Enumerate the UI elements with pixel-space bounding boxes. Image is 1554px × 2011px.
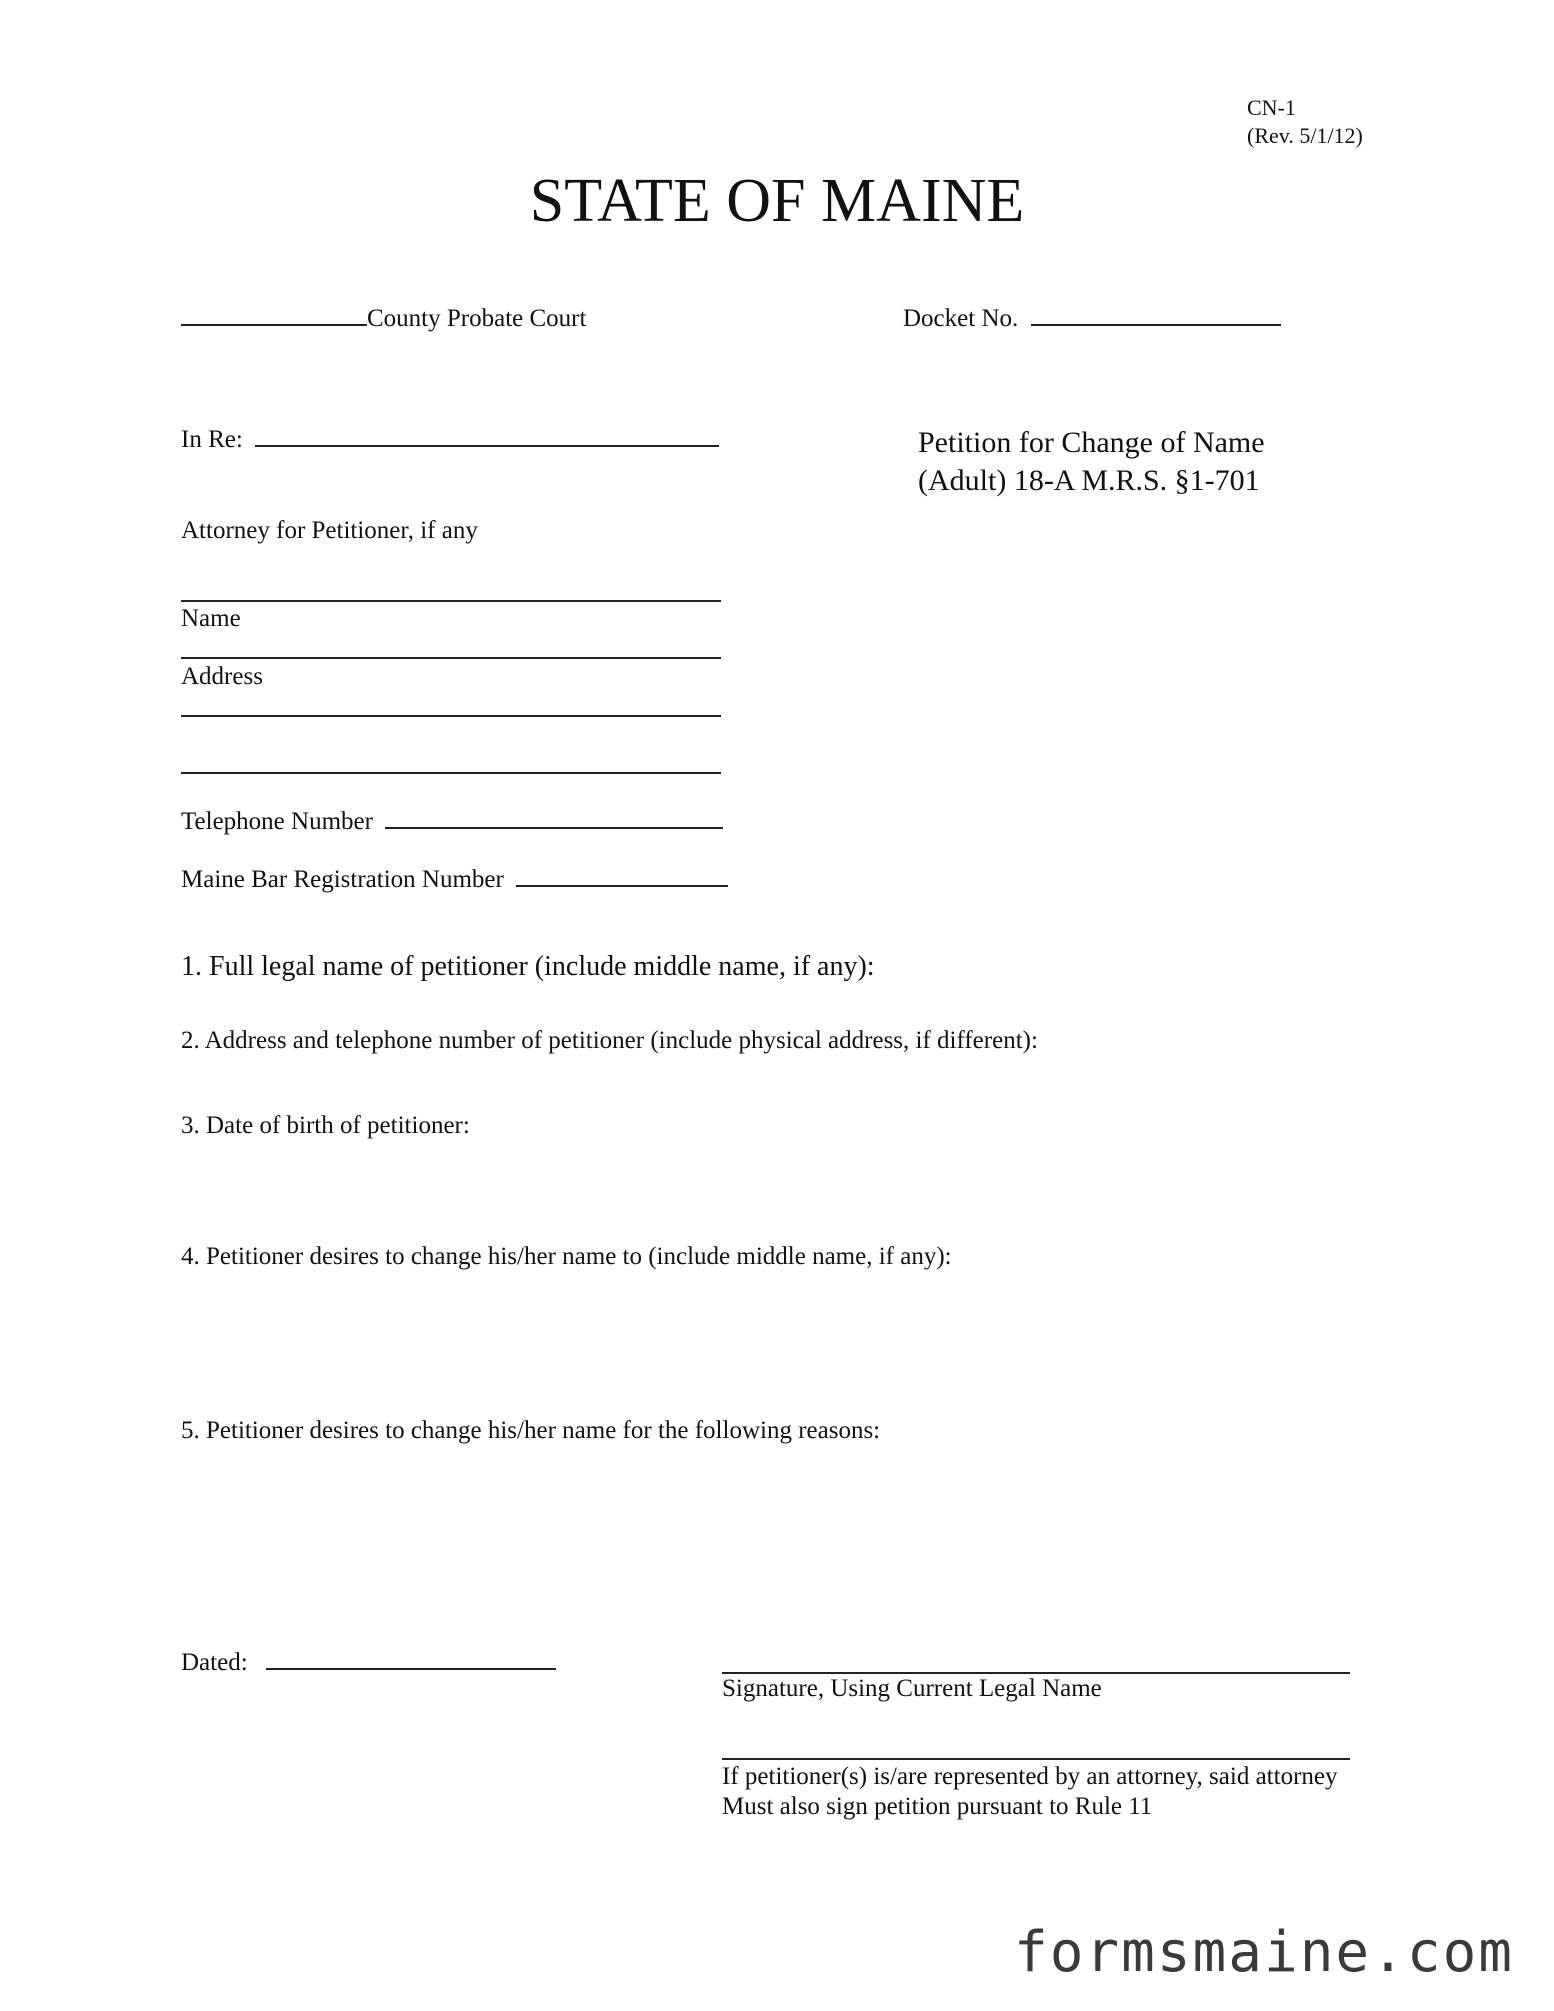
docket-label: Docket No. [903, 305, 1019, 332]
item-3-date-of-birth: 3. Date of birth of petitioner: [181, 1112, 470, 1139]
in-re-field [181, 427, 719, 452]
county-court-label: County Probate Court [367, 305, 587, 332]
attorney-telephone-field [181, 809, 723, 834]
attorney-address-line-1[interactable] [181, 657, 721, 659]
attorney-note-line-1: If petitioner(s) is/are represented by an attorney, said attorney [722, 1763, 1338, 1790]
attorney-name-label: Name [181, 605, 241, 632]
item-4-desired-name: 4. Petitioner desires to change his/her name to (include middle name, if any): [181, 1243, 952, 1270]
attorney-signature-line[interactable] [722, 1758, 1350, 1760]
docket-input[interactable] [1031, 322, 1281, 326]
item-2-address-telephone: 2. Address and telephone number of petitioner (include physical address, if different): [181, 1027, 1038, 1054]
bar-registration-input[interactable] [516, 883, 728, 887]
dated-field [181, 1650, 556, 1675]
site-watermark: formsmaine.com [1013, 1920, 1514, 1985]
attorney-note-line-2: Must also sign petition pursuant to Rule 11 [722, 1793, 1153, 1820]
form-number: CN-1 [1247, 95, 1296, 120]
docket-field [903, 306, 1281, 331]
attorney-bar-field [181, 867, 728, 892]
item-5-reasons: 5. Petitioner desires to change his/her name for the following reasons: [181, 1417, 881, 1444]
telephone-input[interactable] [385, 825, 723, 829]
attorney-section-label: Attorney for Petitioner, if any [181, 517, 478, 544]
bar-registration-label: Maine Bar Registration Number [181, 866, 504, 893]
attorney-address-line-2[interactable] [181, 715, 721, 717]
attorney-address-line-3[interactable] [181, 772, 721, 774]
in-re-label: In Re: [181, 426, 243, 453]
page-title: STATE OF MAINE [529, 167, 1025, 235]
dated-input[interactable] [266, 1666, 556, 1670]
telephone-label: Telephone Number [181, 808, 373, 835]
caption-line-1: Petition for Change of Name [918, 426, 1265, 459]
caption-line-2: (Adult) 18-A M.R.S. §1-701 [918, 464, 1260, 497]
county-court-field [181, 306, 586, 331]
item-1-full-legal-name: 1. Full legal name of petitioner (include middle name, if any): [181, 951, 875, 982]
attorney-address-label: Address [181, 663, 263, 690]
form-revision: (Rev. 5/1/12) [1247, 123, 1363, 148]
dated-label: Dated: [181, 1649, 248, 1676]
petitioner-signature-label: Signature, Using Current Legal Name [722, 1675, 1102, 1702]
form-identifier [1247, 94, 1363, 150]
attorney-signature-note [722, 1762, 1338, 1822]
attorney-name-line[interactable] [181, 600, 721, 602]
in-re-input[interactable] [255, 443, 719, 447]
case-caption [918, 424, 1265, 500]
county-input[interactable] [181, 322, 367, 326]
